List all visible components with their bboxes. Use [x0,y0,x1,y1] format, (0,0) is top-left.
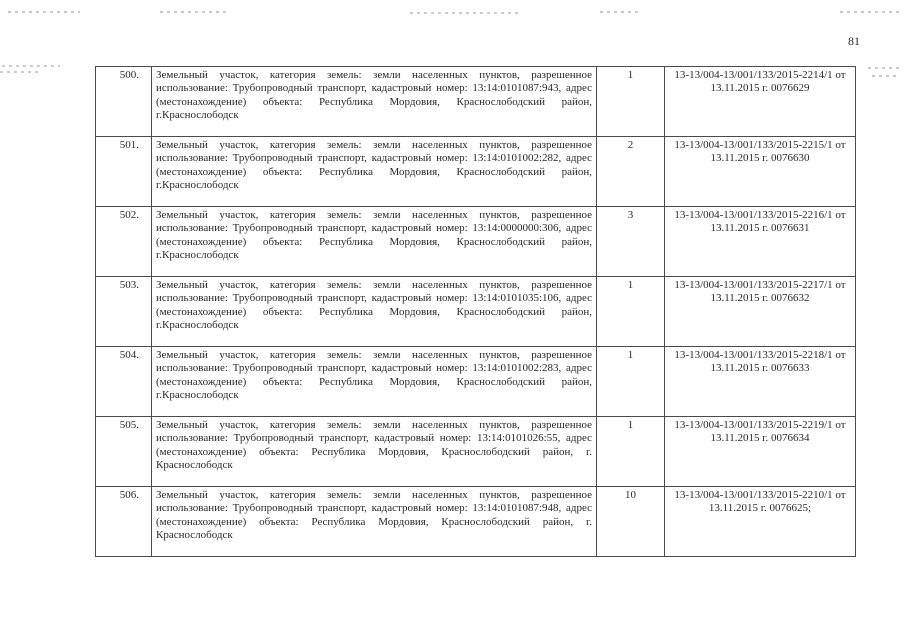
table-row [96,277,856,347]
row-description: Земельный участок, категория земель: земли населенных пунктов, разрешенное использование: Трубопроводный транспорт, кадастровый номер: 13:14:0101035:106, адрес (местонахождение) объекта: Республика Мордовия, Краснослободский район, г.Краснослободск [152,277,597,347]
row-registration: 13-13/004-13/001/133/2015-2210/1 от 13.11.2015 г. 0076625; [665,487,856,557]
row-quantity: 1 [597,347,665,417]
row-number: 501. [96,137,152,207]
row-description: Земельный участок, категория земель: земли населенных пунктов, разрешенное использование: Трубопроводный транспорт, кадастровый номер: 13:14:0000000:306, адрес (местонахождение) объекта: Республика Мордовия, Краснослободский район, г.Краснослободск [152,207,597,277]
row-description: Земельный участок, категория земель: земли населенных пунктов, разрешенное использование: Трубопроводный транспорт, кадастровый номер: 13:14:0101002:282, адрес (местонахождение) объекта: Республика Мордовия, Краснослободский район, г.Краснослободск [152,137,597,207]
table-row [96,487,856,557]
row-quantity: 3 [597,207,665,277]
row-quantity: 1 [597,417,665,487]
row-description: Земельный участок, категория земель: земли населенных пунктов, разрешенное использование: Трубопроводный транспорт, кадастровый номер: 13:14:0101002:283, адрес (местонахождение) объекта: Республика Мордовия, Краснослободский район, г.Краснослободск [152,347,597,417]
row-quantity: 1 [597,277,665,347]
row-number: 500. [96,67,152,137]
row-number: 502. [96,207,152,277]
row-registration: 13-13/004-13/001/133/2015-2217/1 от 13.11.2015 г. 0076632 [665,277,856,347]
row-number: 505. [96,417,152,487]
table-row [96,417,856,487]
row-number: 506. [96,487,152,557]
row-quantity: 2 [597,137,665,207]
row-description: Земельный участок, категория земель: земли населенных пунктов, разрешенное использование: Трубопроводный транспорт, кадастровый номер: 13:14:0101087:943, адрес (местонахождение) объекта: Республика Мордовия, Краснослободский район, г.Краснослободск [152,67,597,137]
row-registration: 13-13/004-13/001/133/2015-2215/1 от 13.11.2015 г. 0076630 [665,137,856,207]
row-description: Земельный участок, категория земель: земли населенных пунктов, разрешенное использование: Трубопроводный транспорт, кадастровый номер: 13:14:0101087:948, адрес (местонахождение) объекта: Республика Мордовия, Краснослободский район, г. Краснослободск [152,487,597,557]
row-description: Земельный участок, категория земель: земли населенных пунктов, разрешенное использование: Трубопроводный транспорт, кадастровый номер: 13:14:0101026:55, адрес (местонахождение) объекта: Республика Мордовия, Краснослободский район, г. Краснослободск [152,417,597,487]
row-number: 503. [96,277,152,347]
property-table [95,66,856,557]
table-row [96,67,856,137]
row-registration: 13-13/004-13/001/133/2015-2219/1 от 13.11.2015 г. 0076634 [665,417,856,487]
table-row [96,207,856,277]
table-row [96,137,856,207]
page-number: 81 [848,34,860,48]
row-number: 504. [96,347,152,417]
row-registration: 13-13/004-13/001/133/2015-2216/1 от 13.11.2015 г. 0076631 [665,207,856,277]
table-row [96,347,856,417]
row-registration: 13-13/004-13/001/133/2015-2218/1 от 13.11.2015 г. 0076633 [665,347,856,417]
row-quantity: 10 [597,487,665,557]
row-quantity: 1 [597,67,665,137]
row-registration: 13-13/004-13/001/133/2015-2214/1 от 13.11.2015 г. 0076629 [665,67,856,137]
